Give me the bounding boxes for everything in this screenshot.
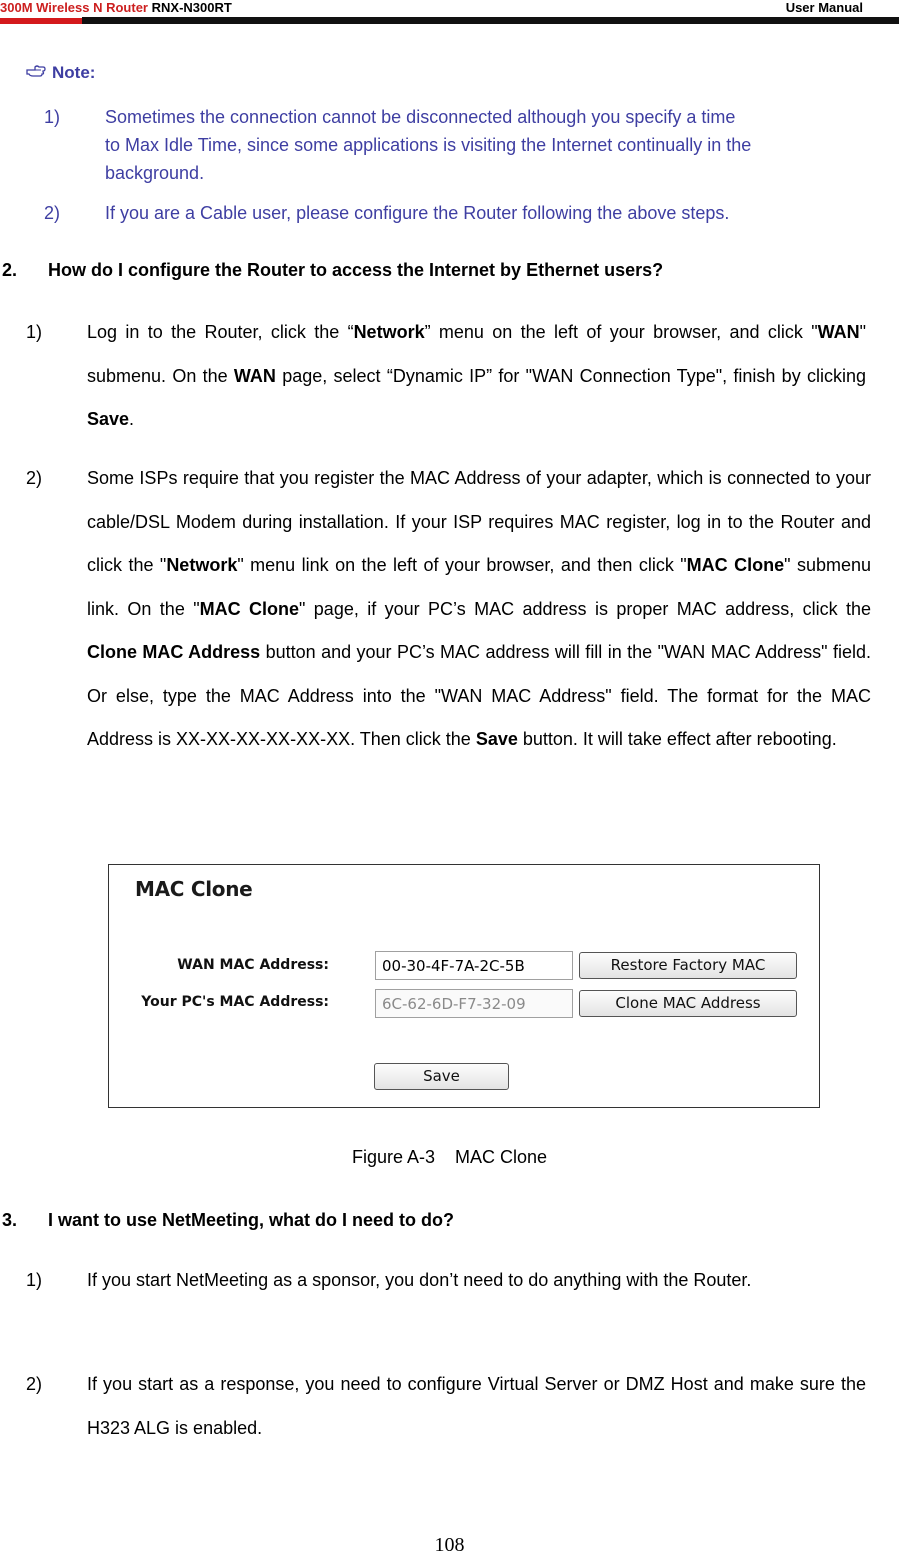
step-text: If you start as a response, you need to configure Virtual Server or DMZ Host and make sure the H323 ALG is enabled. [87,1374,866,1438]
note-item-line: Sometimes the connection cannot be disconnected although you specify a time [105,107,736,127]
question-number: 2. [2,260,18,280]
pc-mac-input: 6C-62-6D-F7-32-09 [375,989,573,1018]
header-model: RNX-N300RT [151,0,232,15]
note-heading [26,63,95,83]
note-title: Note: [52,63,96,82]
question-3-heading [2,1208,892,1232]
pointing-hand-icon [26,63,46,83]
note-item-line: If you are a Cable user, please configure the Router following the above steps. [105,203,730,223]
note-item-line: background. [105,163,205,183]
note-item-number: 1) [44,107,61,127]
clone-mac-address-button[interactable]: Clone MAC Address [579,990,797,1017]
header-brand: 300M Wireless N Router [0,0,148,15]
question-number: 3. [2,1210,18,1230]
header-bar-accent [0,18,82,24]
page-number: 108 [434,1534,465,1556]
header-title [0,0,232,16]
mac-clone-figure [108,864,820,1108]
step-number: 2) [26,468,43,488]
wan-mac-input[interactable]: 00-30-4F-7A-2C-5B [375,951,573,980]
header-bar [82,17,899,24]
restore-factory-mac-button[interactable]: Restore Factory MAC [579,952,797,979]
note-item-number: 2) [44,203,61,223]
figure-caption: Figure A-3 MAC Clone [351,1147,548,1167]
step-text: Log in to the Router, click the “Network” menu on the left of your browser, and click "WAN" submenu. On the WAN page, select “Dynamic IP” for "WAN Connection Type", finish by clicking Save. [87,322,866,429]
note-item-1 [44,104,874,188]
note-item-2 [44,200,874,228]
question-title: I want to use NetMeeting, what do I need to do? [48,1210,455,1230]
save-button[interactable]: Save [374,1063,509,1090]
step-text: Some ISPs require that you register the MAC Address of your adapter, which is connected to your cable/DSL Modem during installation. If your ISP requires MAC register, log in to the Router and click the "Network" menu link on the left of your browser, and then click "MAC Clone" submenu link. On the "MAC Clone" page, if your PC’s MAC address is proper MAC address, click the Clone MAC Address button and your PC’s MAC address will fill in the "WAN MAC Address" field. Or else, type the MAC Address into the "WAN MAC Address" field. The format for the MAC Address is XX-XX-XX-XX-XX-XX. Then click the Save button. It will take effect after rebooting. [87,468,872,749]
header-doc-type: User Manual [785,0,863,15]
note-item-line: to Max Idle Time, since some applications is visiting the Internet continually in the [105,135,752,155]
question-title: How do I configure the Router to access the Internet by Ethernet users? [48,260,664,280]
figure-title: MAC Clone [135,877,253,901]
question-2-heading [2,258,892,282]
step-number: 1) [26,322,43,342]
wan-mac-label: WAN MAC Address: [177,957,329,973]
step-text: If you start NetMeeting as a sponsor, you don’t need to do anything with the Router. [87,1270,752,1290]
pc-mac-label: Your PC's MAC Address: [141,994,329,1010]
step-number: 1) [26,1270,43,1290]
step-number: 2) [26,1374,43,1394]
